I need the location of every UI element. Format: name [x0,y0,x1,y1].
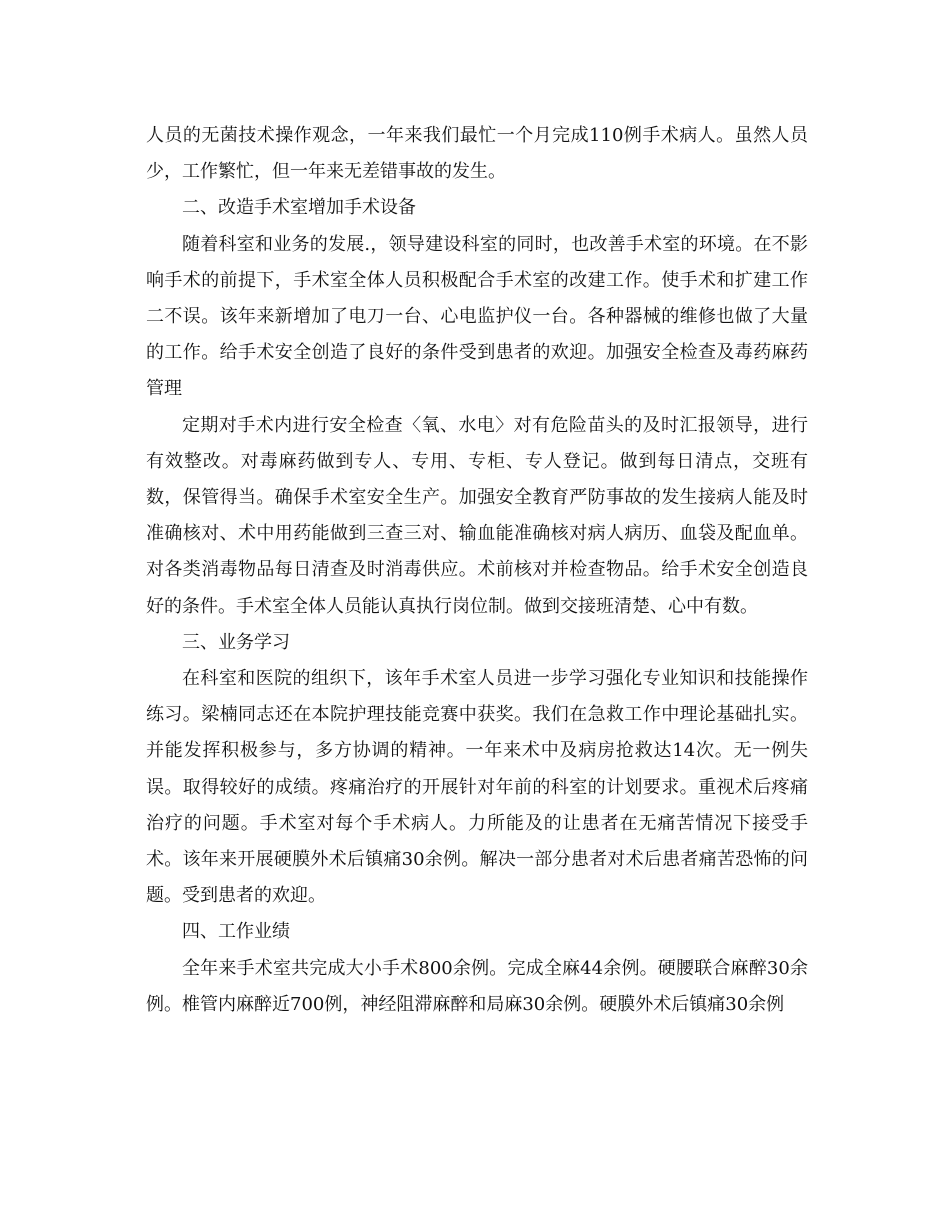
paragraph-study: 在科室和医院的组织下，该年手术室人员进一步学习强化专业知识和技能操作练习。梁楠同志还在本院护理技能竞赛中获奖。我们在急救工作中理论基础扎实。并能发挥积极参与，多方协调的精神。一年来术中及病房抢救达14次。无一例失误。取得较好的成绩。疼痛治疗的开展针对年前的科室的计划要求。重视术后疼痛治疗的问题。手术室对每个手术病人。力所能及的让患者在无痛苦情况下接受手术。该年来开展硬膜外术后镇痛30余例。解决一部分患者对术后患者痛苦恐怖的问题。受到患者的欢迎。 [146,668,808,907]
paragraph-equipment: 随着科室和业务的发展.，领导建设科室的同时，也改善手术室的环境。在不影响手术的前提下，手术室全体人员积极配合手术室的改建工作。使手术和扩建工作二不误。该年来新增加了电刀一台、心电监护仪一台。各种器械的维修也做了大量的工作。给手术安全创造了良好的条件受到患者的欢迎。加强安全检查及毒药麻药管理 [146,233,808,400]
paragraph-safety: 定期对手术内进行安全检查〈氧、水电〉对有危险苗头的及时汇报领导，进行有效整改。对毒麻药做到专人、专用、专柜、专人登记。做到每日清点，交班有数，保管得当。确保手术室安全生产。加强安全教育严防事故的发生接病人能及时准确核对、术中用药能做到三查三对、输血能准确核对病人病历、血袋及配血单。对各类消毒物品每日清查及时消毒供应。术前核对并检查物品。给手术安全创造良好的条件。手术室全体人员能认真执行岗位制。做到交接班清楚、心中有数。 [146,414,808,617]
paragraph-continuation: 人员的无菌技术操作观念，一年来我们最忙一个月完成110例手术病人。虽然人员少，工作繁忙，但一年来无差错事故的发生。 [146,125,808,183]
section-heading-study: 三、业务学习 [182,631,290,653]
section-heading-performance: 四、工作业绩 [182,921,290,943]
paragraph-performance: 全年来手术室共完成大小手术800余例。完成全麻44余例。硬腰联合麻醉30余例。椎管内麻醉近700例，神经阻滞麻醉和局麻30余例。硬膜外术后镇痛30余例 [146,957,808,1015]
document-body [146,118,808,1023]
section-heading-equipment: 二、改造手术室增加手术设备 [182,197,416,219]
